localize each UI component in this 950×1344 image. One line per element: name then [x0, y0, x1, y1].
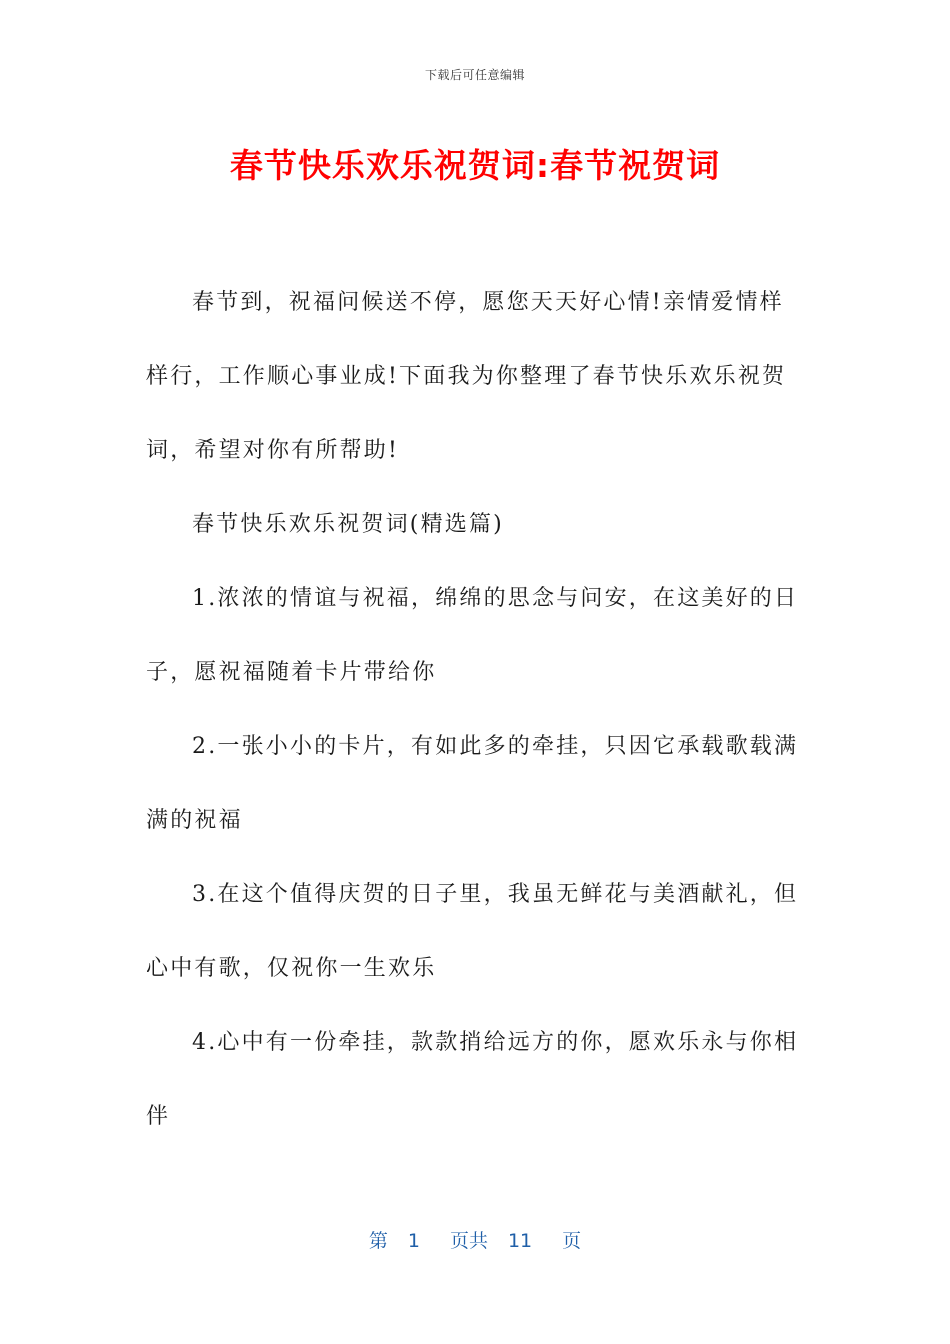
footer-suffix: 页: [562, 1230, 582, 1252]
intro-paragraph: 春节到，祝福问候送不停，愿您天天好心情!亲情爱情样样行，工作顺心事业成!下面我为你整理了春节快乐欢乐祝贺词，希望对你有所帮助!: [146, 290, 787, 463]
current-page-number: 1: [407, 1230, 420, 1252]
list-item: 4.心中有一份牵挂，款款捎给远方的你，愿欢乐永与你相伴: [146, 1030, 799, 1129]
page-footer: [0, 1226, 950, 1253]
footer-middle: 页共: [449, 1230, 488, 1252]
list-item: 3.在这个值得庆贺的日子里，我虽无鲜花与美酒献礼，但心中有歌，仅祝你一生欢乐: [146, 882, 799, 981]
list-item: 2.一张小小的卡片，有如此多的牵挂，只因它承载歌载满满的祝福: [146, 734, 799, 833]
section-heading: 春节快乐欢乐祝贺词(精选篇): [192, 512, 504, 537]
footer-prefix: 第: [368, 1230, 388, 1252]
header-note: 下载后可任意编辑: [424, 68, 525, 82]
total-pages-number: 11: [507, 1230, 533, 1252]
document-body: [146, 266, 806, 1154]
list-item: 1.浓浓的情谊与祝福，绵绵的思念与问安，在这美好的日子，愿祝福随着卡片带给你: [146, 586, 799, 685]
document-title: 春节快乐欢乐祝贺词:春节祝贺词: [229, 146, 721, 185]
